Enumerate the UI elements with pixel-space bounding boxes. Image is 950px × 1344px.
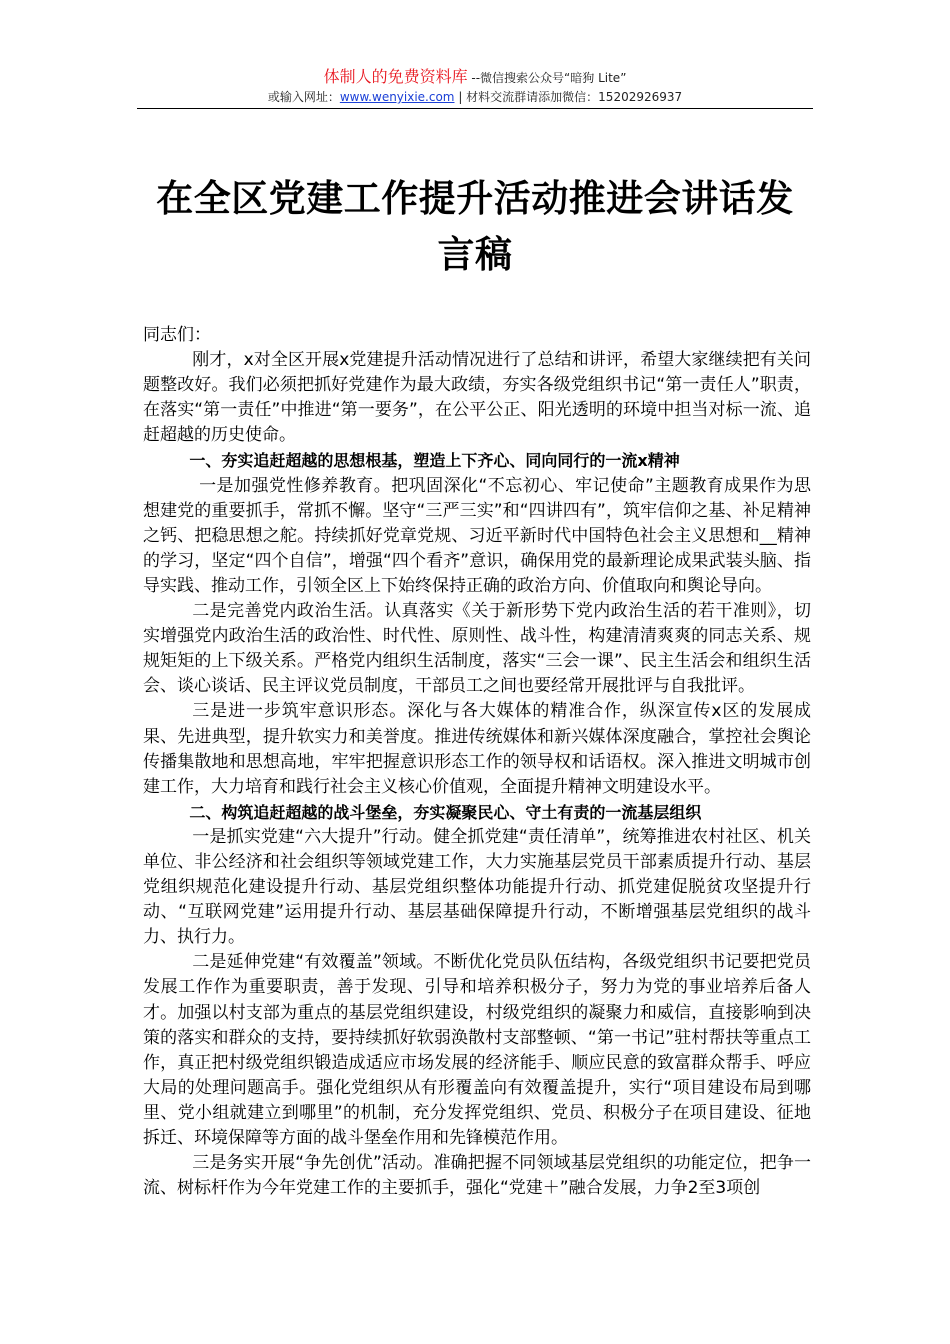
document-title: 在全区党建工作提升活动推进会讲话发言稿 — [156, 176, 794, 276]
header-brand: 体制人的免费资料库 — [323, 67, 468, 86]
section-heading-2: 二、构筑追赶超越的战斗堡垒，夯实凝聚民心、守土有责的一流基层组织 — [189, 802, 702, 822]
document-body — [143, 323, 811, 1201]
paragraph-opening: 刚才，x对全区开展x党建提升活动情况进行了总结和讲评，希望大家继续把有关问题整改好。我们必须把抓好党建作为最大政绩，夯实各级党组织书记“第一责任人”职责，在落实“第一责任”中推进“第一要务”，在公平公正、阳光透明的环境中担当对标一流、追赶超越的历史使命。 — [143, 350, 811, 446]
paragraph-1-2: 二是完善党内政治生活。认真落实《关于新形势下党内政治生活的若干准则》，切实增强党内政治生活的政治性、时代性、原则性、战斗性，构建清清爽爽的同志关系、规规矩矩的上下级关系。严格党内组织生活制度，落实“三会一课”、民主生活会和组织生活会、谈心谈话、民主评议党员制度，干部员工之间也要经常开展批评与自我批评。 — [143, 601, 811, 697]
paragraph-2-3: 三是务实开展“争先创优”活动。准确把握不同领域基层党组织的功能定位，把争一流、树标杆作为今年党建工作的主要抓手，强化“党建＋”融合发展，力争2至3项创 — [143, 1153, 811, 1199]
header-tagline: --微信搜索公众号“暗狗 Lite” — [467, 71, 627, 85]
paragraph-1-1: 一是加强党性修养教育。把巩固深化“不忘初心、牢记使命”主题教育成果作为思想建党的重要抓手，常抓不懈。坚守“三严三实”和“四讲四有”，筑牢信仰之基、补足精神之钙、把稳思想之舵。持续抓好党章党规、习近平新时代中国特色社会主义思想和__精神的学习，坚定“四个自信”，增强“四个看齐”意识，确保用党的最新理论成果武装头脑、指导实践、推动工作，引领全区上下始终保持正确的政治方向、价值取向和舆论导向。 — [143, 475, 811, 596]
section-heading-1: 一、夯实追赶超越的思想根基，塑造上下齐心、同向同行的一流x精神 — [189, 451, 680, 471]
page-header-banner — [137, 66, 813, 106]
paragraph-1-3: 三是进一步筑牢意识形态。深化与各大媒体的精准合作，纵深宣传x区的发展成果、先进典型，提升软实力和美誉度。推进传统媒体和新兴媒体深度融合，掌控社会舆论传播集散地和思想高地，牢牢把握意识形态工作的领导权和话语权。深入推进文明城市创建工作，大力培育和践行社会主义核心价值观，全面提升精神文明建设水平。 — [143, 701, 811, 797]
header-divider — [137, 108, 813, 109]
header-promo-line — [137, 66, 813, 88]
paragraph-2-1: 一是抓实党建“六大提升”行动。健全抓党建“责任清单”，统筹推进农村社区、机关单位、非公经济和社会组织等领域党建工作，大力实施基层党员干部素质提升行动、基层党组织规范化建设提升行动、基层党组织整体功能提升行动、抓党建促脱贫攻坚提升行动、“互联网党建”运用提升行动、基层基础保障提升行动，不断增强基层党组织的战斗力、执行力。 — [143, 826, 811, 948]
salutation: 同志们： — [143, 325, 211, 345]
header-website-link[interactable]: www.wenyixie.com — [339, 90, 455, 104]
header-contact: | 材料交流群请添加微信：15202926937 — [454, 90, 683, 104]
paragraph-2-2: 二是延伸党建“有效覆盖”领域。不断优化党员队伍结构，各级党组织书记要把党员发展工作作为重要职责，善于发现、引导和培养积极分子，努力为党的事业培养后备人才。加强以村支部为重点的基层党组织建设，村级党组织的凝聚力和威信，直接影响到决策的落实和群众的支持，要持续抓好软弱涣散村支部整顿、“第一书记”驻村帮扶等重点工作，真正把村级党组织锻造成适应市场发展的经济能手、顺应民意的致富群众帮手、呼应大局的处理问题高手。强化党组织从有形覆盖向有效覆盖提升，实行“项目建设布局到哪里、党小组就建立到哪里”的机制，充分发挥党组织、党员、积极分子在项目建设、征地拆迁、环境保障等方面的战斗堡垒作用和先锋模范作用。 — [143, 952, 811, 1148]
header-contact-line — [137, 88, 813, 106]
header-url-prefix: 或输入网址： — [267, 90, 340, 104]
